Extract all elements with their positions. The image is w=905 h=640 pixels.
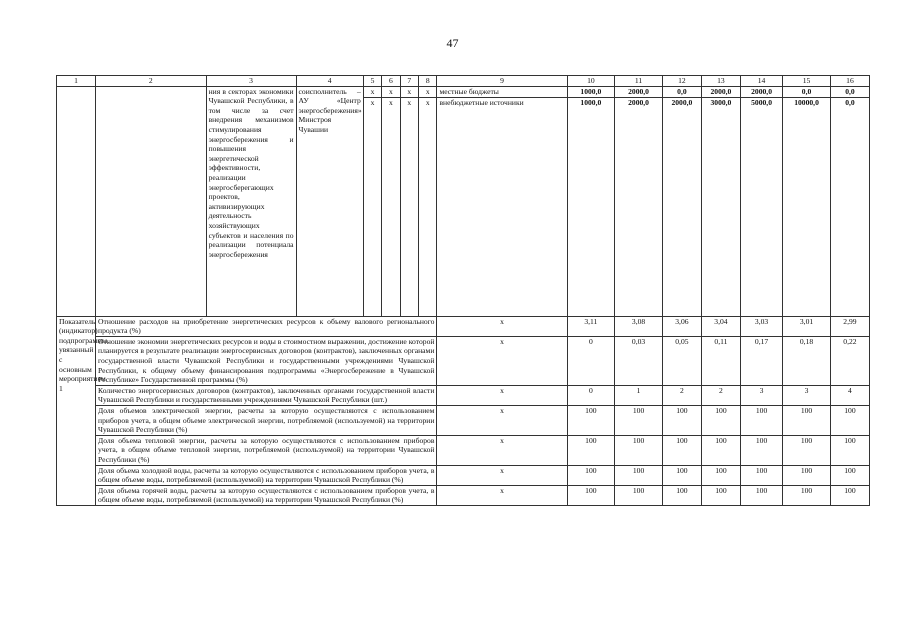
indicator-value: 100 — [830, 405, 869, 435]
column-number-row — [57, 76, 870, 87]
col-num: 10 — [567, 76, 615, 87]
indicator-label: Показатель (индикатор) подпрограммы, увязанный с основным мероприятием 1 — [57, 316, 96, 505]
mark: x — [382, 86, 400, 97]
indicator-value: 0,11 — [701, 336, 740, 385]
col-num: 9 — [437, 76, 567, 87]
indicator-row — [57, 336, 870, 385]
indicator-row — [57, 316, 870, 336]
indicator-value: 100 — [830, 485, 869, 505]
indicator-mark: x — [437, 316, 567, 336]
funding-value: 10000,0 — [783, 97, 831, 316]
program-table — [56, 75, 870, 506]
col-num: 5 — [363, 76, 381, 87]
indicator-value: 3,06 — [662, 316, 701, 336]
indicator-value: 100 — [783, 405, 831, 435]
indicator-value: 100 — [701, 485, 740, 505]
indicator-value: 0,22 — [830, 336, 869, 385]
indicator-value: 3,11 — [567, 316, 615, 336]
indicator-row — [57, 485, 870, 505]
col-num: 14 — [740, 76, 782, 87]
col-num: 15 — [783, 76, 831, 87]
funding-source: местные бюджеты — [437, 86, 567, 97]
indicator-value: 0 — [567, 336, 615, 385]
indicator-value: 3,01 — [783, 316, 831, 336]
indicator-value: 0,18 — [783, 336, 831, 385]
indicator-value: 0 — [567, 385, 615, 405]
funding-value: 3000,0 — [701, 97, 740, 316]
funding-value: 2000,0 — [615, 97, 663, 316]
indicator-value: 100 — [701, 405, 740, 435]
indicator-text: Доля объемов электрической энергии, расчеты за которую осуществляются с использованием приборов учета, в общем объеме электрической энергии, потребляемой (используемой) на территории Чувашской Республики (%) — [96, 405, 437, 435]
funding-value: 0,0 — [783, 86, 831, 97]
indicator-value: 100 — [701, 465, 740, 485]
indicator-text: Доля объема тепловой энергии, расчеты за которую осуществляются с использованием приборов учета, в общем объеме тепловой энергии, потребляемой (используемой) на территории Чувашской Республики (%) — [96, 435, 437, 465]
indicator-value: 0,03 — [615, 336, 663, 385]
indicator-value: 100 — [783, 465, 831, 485]
mark: x — [419, 86, 437, 97]
indicator-value: 100 — [783, 485, 831, 505]
col-num: 4 — [296, 76, 363, 87]
indicator-value: 100 — [567, 435, 615, 465]
measure-description: ния в секторах экономики Чувашской Республики, в том числе за счет внедрения механизмов стимулирования энергосбережения и повышения энергетической эффективности, реализации энергосберегающих проектов, активизирующих деятельность хозяйствующих субъектов и населения по реализации потенциала энергосбережения — [206, 86, 296, 316]
col-num: 6 — [382, 76, 400, 87]
indicator-text: Доля объема горячей воды, расчеты за которую осуществляются с использованием приборов учета, в общем объеме воды, потребляемой (используемой) на территории Чувашской Республики (%) — [96, 485, 437, 505]
indicator-mark: x — [437, 465, 567, 485]
funding-value: 1000,0 — [567, 86, 615, 97]
indicator-text: Количество энергосервисных договоров (контрактов), заключенных органами государственной власти Чувашской Республики и государственными учреждениями Чувашской Республики (шт.) — [96, 385, 437, 405]
col-num: 12 — [662, 76, 701, 87]
indicator-value: 1 — [615, 385, 663, 405]
funding-source: внебюджетные источники — [437, 97, 567, 316]
indicator-value: 3 — [783, 385, 831, 405]
mark: x — [382, 97, 400, 316]
indicator-text: Доля объема холодной воды, расчеты за которую осуществляются с использованием приборов учета, в общем объеме воды, потребляемой (используемой) на территории Чувашской Республики (%) — [96, 465, 437, 485]
funding-value: 1000,0 — [567, 97, 615, 316]
indicator-value: 100 — [740, 435, 782, 465]
indicator-value: 100 — [615, 485, 663, 505]
indicator-value: 100 — [701, 435, 740, 465]
indicator-value: 3,03 — [740, 316, 782, 336]
indicator-value: 2 — [701, 385, 740, 405]
indicator-row — [57, 405, 870, 435]
col-num: 8 — [419, 76, 437, 87]
indicator-value: 100 — [740, 465, 782, 485]
funding-value: 0,0 — [830, 86, 869, 97]
indicator-value: 100 — [740, 405, 782, 435]
col-num: 1 — [57, 76, 96, 87]
indicator-value: 3,04 — [701, 316, 740, 336]
col-num: 3 — [206, 76, 296, 87]
funding-value: 0,0 — [662, 86, 701, 97]
indicator-mark: x — [437, 485, 567, 505]
mark: x — [400, 86, 418, 97]
indicator-value: 100 — [662, 405, 701, 435]
funding-row-local — [57, 86, 870, 97]
indicator-row — [57, 385, 870, 405]
col-num: 13 — [701, 76, 740, 87]
funding-value: 2000,0 — [701, 86, 740, 97]
indicator-value: 100 — [567, 485, 615, 505]
mark: x — [400, 97, 418, 316]
executor: соисполнитель – АУ «Центр энергосбережения» Минстроя Чувашии — [296, 86, 363, 316]
indicator-value: 100 — [662, 465, 701, 485]
mark: x — [419, 97, 437, 316]
mark: x — [363, 97, 381, 316]
indicator-row — [57, 435, 870, 465]
indicator-value: 0,05 — [662, 336, 701, 385]
indicator-value: 100 — [567, 405, 615, 435]
mark: x — [363, 86, 381, 97]
indicator-value: 3,08 — [615, 316, 663, 336]
indicator-value: 100 — [615, 435, 663, 465]
indicator-mark: x — [437, 336, 567, 385]
indicator-value: 3 — [740, 385, 782, 405]
indicator-value: 100 — [830, 465, 869, 485]
indicator-mark: x — [437, 405, 567, 435]
indicator-value: 2 — [662, 385, 701, 405]
funding-value: 2000,0 — [615, 86, 663, 97]
indicator-mark: x — [437, 435, 567, 465]
indicator-value: 2,99 — [830, 316, 869, 336]
indicator-value: 100 — [740, 485, 782, 505]
indicator-value: 4 — [830, 385, 869, 405]
indicator-value: 100 — [830, 435, 869, 465]
indicator-row — [57, 465, 870, 485]
indicator-text: Отношение расходов на приобретение энергетических ресурсов к объему валового регионального продукта (%) — [96, 316, 437, 336]
funding-value: 0,0 — [830, 97, 869, 316]
indicator-value: 100 — [662, 485, 701, 505]
indicator-value: 100 — [567, 465, 615, 485]
indicator-text: Отношение экономии энергетических ресурсов и воды в стоимостном выражении, достижение которой планируется в результате реализации энергосервисных договоров (контрактов), заключенных органами государственной власти Чувашской Республики и государственными учреждениями Чувашской Республики, к общему объему финансирования подпрограммы «Энергосбережение в Чувашской Республике» Государственной программы (%) — [96, 336, 437, 385]
indicator-value: 100 — [615, 465, 663, 485]
indicator-value: 100 — [783, 435, 831, 465]
col-num: 11 — [615, 76, 663, 87]
funding-value: 2000,0 — [662, 97, 701, 316]
col-num: 2 — [96, 76, 207, 87]
funding-value: 2000,0 — [740, 86, 782, 97]
indicator-value: 100 — [662, 435, 701, 465]
page-number: 47 — [446, 36, 459, 50]
funding-value: 5000,0 — [740, 97, 782, 316]
col-num: 16 — [830, 76, 869, 87]
indicator-value: 0,17 — [740, 336, 782, 385]
indicator-mark: x — [437, 385, 567, 405]
indicator-value: 100 — [615, 405, 663, 435]
col-num: 7 — [400, 76, 418, 87]
